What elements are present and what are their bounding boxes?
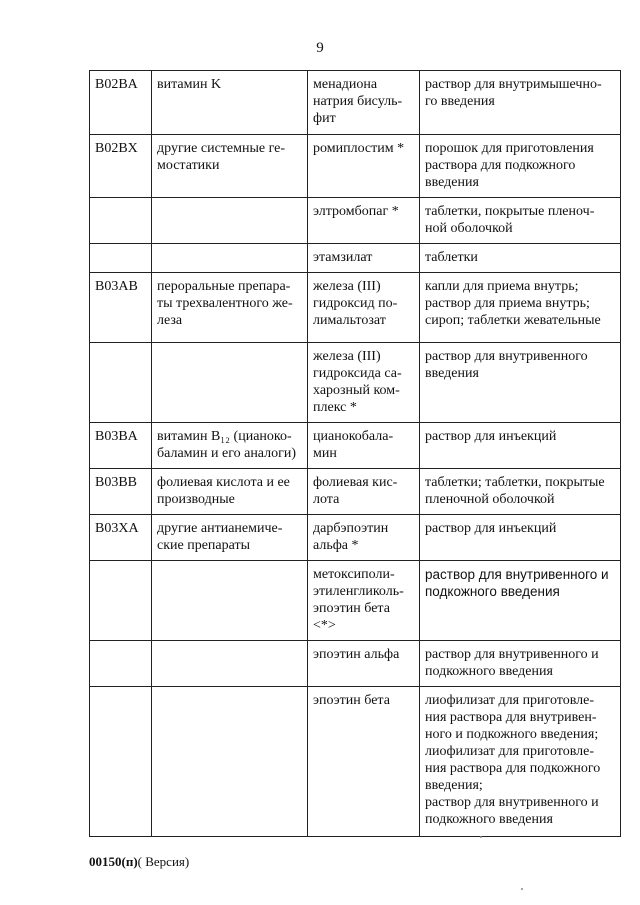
dosage-form-line: таблетки; таблетки, покрытые bbox=[425, 475, 605, 490]
dosage-form-cell bbox=[420, 273, 621, 343]
atc-code-cell bbox=[90, 244, 152, 273]
dosage-form-line: подкожного введения bbox=[425, 584, 560, 599]
dosage-form-line: раствор для приема внутрь; bbox=[425, 296, 590, 311]
pharm-group-line: баламин и его аналоги) bbox=[157, 446, 297, 461]
drug-name-line: цианокобала- bbox=[313, 429, 394, 444]
dosage-form-line: раствор для внутривенного и bbox=[425, 795, 599, 810]
drug-name-line: ромиплостим * bbox=[313, 141, 405, 156]
drug-name-cell bbox=[308, 641, 420, 687]
pharm-group-cell bbox=[152, 198, 308, 244]
dosage-form-line: лиофилизат для приготовле- bbox=[425, 693, 594, 708]
drug-name-line: лота bbox=[313, 492, 340, 507]
drug-name-line: <*> bbox=[313, 618, 336, 633]
drug-name-cell bbox=[308, 71, 420, 135]
drug-name-line: элтромбопаг * bbox=[313, 204, 399, 219]
dosage-form-line: пленочной оболочкой bbox=[425, 492, 555, 507]
drug-name-line: железа (III) bbox=[313, 349, 381, 364]
dosage-form-cell bbox=[420, 515, 621, 561]
footer-document-code: 00150(п) bbox=[89, 854, 138, 869]
table-row bbox=[90, 687, 621, 837]
drug-name-cell bbox=[308, 561, 420, 641]
atc-code-cell: B02BA bbox=[90, 71, 152, 135]
pharm-group-line: другие антианемиче- bbox=[157, 521, 283, 536]
pharm-group-cell bbox=[152, 561, 308, 641]
dosage-form-line: раствор для инъекций bbox=[425, 429, 557, 444]
dosage-form-cell bbox=[420, 561, 621, 641]
drug-name-line: натрия бисуль- bbox=[313, 94, 403, 109]
drug-name-line: эпоэтин бета bbox=[313, 601, 390, 616]
drug-name-line: харозный ком- bbox=[313, 383, 400, 398]
atc-code-cell bbox=[90, 343, 152, 423]
atc-code-cell bbox=[90, 561, 152, 641]
dosage-form-cell bbox=[420, 423, 621, 469]
drug-name-cell bbox=[308, 515, 420, 561]
pharm-group-cell bbox=[152, 423, 308, 469]
dosage-form-line: раствор для инъекций bbox=[425, 521, 557, 536]
pharm-group-cell bbox=[152, 71, 308, 135]
pharm-group-line: ты трехвалентного же- bbox=[157, 296, 293, 311]
drug-name-cell bbox=[308, 423, 420, 469]
dosage-form-cell bbox=[420, 641, 621, 687]
dosage-form-line: раствора для подкожного bbox=[425, 158, 576, 173]
drug-name-line: дарбэпоэтин bbox=[313, 521, 389, 536]
pharm-group-cell bbox=[152, 273, 308, 343]
table-row bbox=[90, 343, 621, 423]
drug-name-line: фит bbox=[313, 111, 336, 126]
drug-name-line: этамзилат bbox=[313, 250, 373, 265]
drug-name-line: этиленгликоль- bbox=[313, 584, 404, 599]
table-row bbox=[90, 273, 621, 343]
drug-name-cell bbox=[308, 135, 420, 198]
pharm-group-line: витамин K bbox=[157, 77, 222, 92]
drug-name-line: фолиевая кис- bbox=[313, 475, 398, 490]
dosage-form-line: ного и подкожного введения; bbox=[425, 727, 599, 742]
atc-code-cell: B03XA bbox=[90, 515, 152, 561]
dosage-form-line: порошок для приготовления bbox=[425, 141, 594, 156]
atc-code-cell bbox=[90, 641, 152, 687]
drug-name-line: гидроксид по- bbox=[313, 296, 398, 311]
pharm-group-line: леза bbox=[157, 313, 183, 328]
table-row bbox=[90, 198, 621, 244]
dosage-form-line: лиофилизат для приготовле- bbox=[425, 744, 594, 759]
scan-speck bbox=[521, 888, 523, 890]
dosage-form-line: раствор для внутримышечно- bbox=[425, 77, 602, 92]
drug-name-line: эпоэтин альфа bbox=[313, 647, 400, 662]
dosage-form-cell bbox=[420, 244, 621, 273]
document-footer bbox=[89, 854, 189, 870]
drug-name-line: альфа * bbox=[313, 538, 359, 553]
drug-name-line: менадиона bbox=[313, 77, 378, 92]
dosage-form-line: подкожного введения bbox=[425, 664, 553, 679]
drug-name-line: гидроксида са- bbox=[313, 366, 402, 381]
drug-name-line: метоксиполи- bbox=[313, 567, 395, 582]
dosage-form-line: подкожного введения bbox=[425, 812, 553, 827]
footer-version: ( Версия) bbox=[137, 854, 190, 869]
pharm-group-cell bbox=[152, 687, 308, 837]
drug-name-cell bbox=[308, 343, 420, 423]
drug-table bbox=[89, 70, 621, 837]
dosage-form-cell bbox=[420, 469, 621, 515]
drug-name-line: плекс * bbox=[313, 400, 357, 415]
dosage-form-line: раствор для внутривенного и bbox=[425, 567, 609, 582]
table-row bbox=[90, 71, 621, 135]
atc-code-cell: B02BX bbox=[90, 135, 152, 198]
drug-name-line: железа (III) bbox=[313, 279, 381, 294]
atc-code-cell bbox=[90, 198, 152, 244]
pharm-group-cell bbox=[152, 244, 308, 273]
pharm-group-line: ские препараты bbox=[157, 538, 251, 553]
pharm-group-cell bbox=[152, 343, 308, 423]
dosage-form-line: го введения bbox=[425, 94, 495, 109]
table-row bbox=[90, 469, 621, 515]
pharm-group-cell bbox=[152, 469, 308, 515]
table-row bbox=[90, 561, 621, 641]
table-row bbox=[90, 423, 621, 469]
table-row bbox=[90, 515, 621, 561]
pharm-group-line: мостатики bbox=[157, 158, 220, 173]
dosage-form-line: ния раствора для подкожного bbox=[425, 761, 601, 776]
dosage-form-line: ния раствора для внутривен- bbox=[425, 710, 597, 725]
drug-name-cell bbox=[308, 273, 420, 343]
dosage-form-line: сироп; таблетки жевательные bbox=[425, 313, 601, 328]
pharm-group-line: производные bbox=[157, 492, 235, 507]
atc-code-cell bbox=[90, 687, 152, 837]
table-row bbox=[90, 244, 621, 273]
atc-code-cell: B03AB bbox=[90, 273, 152, 343]
drug-name-cell bbox=[308, 244, 420, 273]
atc-code-cell: B03BB bbox=[90, 469, 152, 515]
pharm-group-line: витамин B₁₂ (цианоко- bbox=[157, 429, 292, 444]
drug-name-line: лимальтозат bbox=[313, 313, 386, 328]
dosage-form-line: введения bbox=[425, 366, 479, 381]
drug-name-cell bbox=[308, 198, 420, 244]
dosage-form-cell bbox=[420, 343, 621, 423]
table-row bbox=[90, 641, 621, 687]
drug-name-cell bbox=[308, 687, 420, 837]
dosage-form-line: раствор для внутривенного bbox=[425, 349, 588, 364]
dosage-form-cell bbox=[420, 198, 621, 244]
pharm-group-cell bbox=[152, 135, 308, 198]
dosage-form-line: раствор для внутривенного и bbox=[425, 647, 599, 662]
dosage-form-cell bbox=[420, 135, 621, 198]
dosage-form-line: введения; bbox=[425, 778, 483, 793]
dosage-form-line: ной оболочкой bbox=[425, 221, 513, 236]
pharm-group-line: фолиевая кислота и ее bbox=[157, 475, 290, 490]
pharm-group-cell bbox=[152, 515, 308, 561]
dosage-form-line: введения bbox=[425, 175, 479, 190]
drug-name-line: мин bbox=[313, 446, 337, 461]
pharm-group-cell bbox=[152, 641, 308, 687]
scan-speck bbox=[480, 836, 482, 838]
dosage-form-cell bbox=[420, 687, 621, 837]
dosage-form-cell bbox=[420, 71, 621, 135]
drug-table-body bbox=[90, 71, 621, 837]
page-number: 9 bbox=[316, 40, 324, 56]
dosage-form-line: таблетки bbox=[425, 250, 478, 265]
drug-name-cell bbox=[308, 469, 420, 515]
dosage-form-line: капли для приема внутрь; bbox=[425, 279, 579, 294]
dosage-form-line: таблетки, покрытые пленоч- bbox=[425, 204, 595, 219]
atc-code-cell: B03BA bbox=[90, 423, 152, 469]
table-row bbox=[90, 135, 621, 198]
pharm-group-line: другие системные ге- bbox=[157, 141, 286, 156]
pharm-group-line: пероральные препара- bbox=[157, 279, 291, 294]
drug-name-line: эпоэтин бета bbox=[313, 693, 390, 708]
